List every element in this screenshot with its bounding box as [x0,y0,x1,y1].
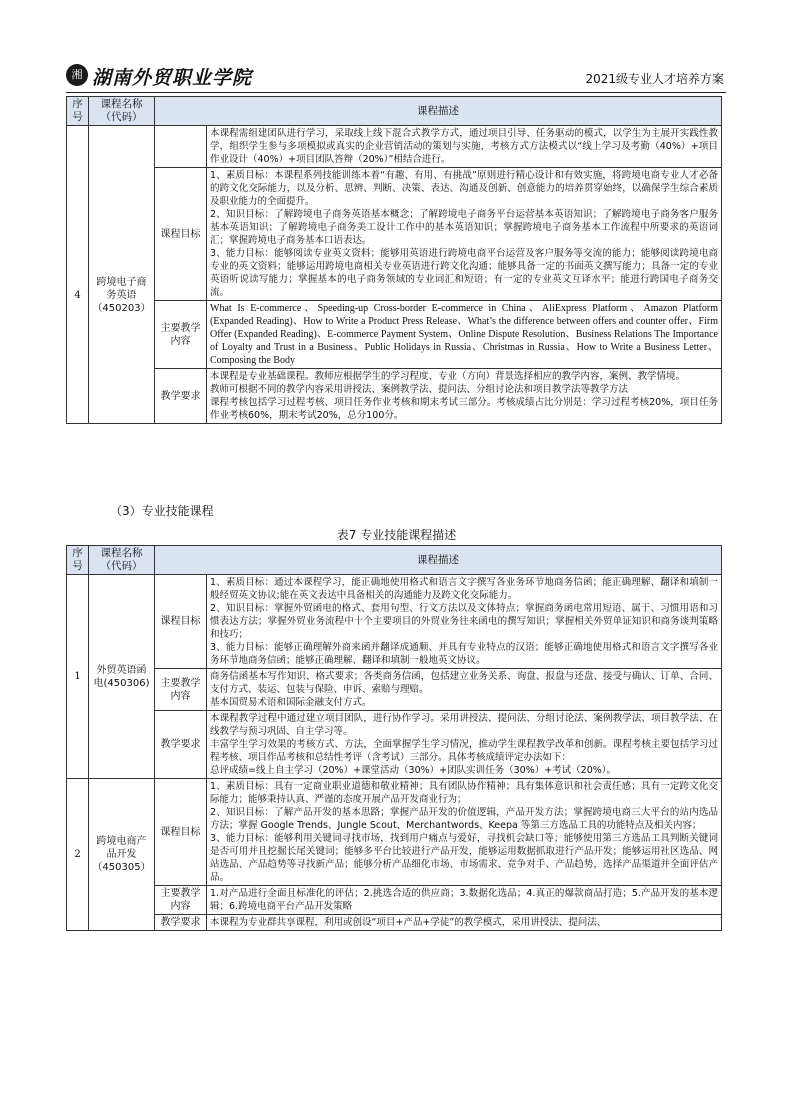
content-label: 主要教学内容 [155,886,207,915]
goal-knowledge: 2、知识目标：了解跨境电子商务英语基本概念；了解跨境电子商务平台运营基本英语知识；了解跨境电子商务客户服务基本英语知识；了解跨境电子商务美工设计工作中的基本英语知识；掌握跨境电子商务基本工作流程中所要求的英语词汇；掌握跨境电子商务基本口语表达。 [210,209,718,246]
goal-quality: 1、素质目标：具有一定商业职业道德和敬业精神；具有团队协作精神；具有集体意识和社会责任感；具有一定跨文化交际能力；能够秉持认真、严谨的态度开展产品开发商业行为； [210,781,718,805]
course-table-skills [66,545,722,931]
row-number: 1 [67,575,89,779]
col-no: 序号 [67,546,89,575]
req-text: 丰富学生学习效果的考核方式、方法，全面掌握学生学习情况，推动学生课程教学改革和创新。课程考核主要包括学习过程考核、项目作品考核和总结性考评（含考试）三部分。具体考核成绩评定办法如下： [210,739,718,763]
page-header [66,62,726,93]
col-no: 序号 [67,97,89,126]
content-label: 主要教学内容 [155,301,207,369]
table-row [67,301,722,369]
goal-ability: 3、能力目标：能够正确理解外商来函并翻译成通顺、并具有专业特点的汉语；能够正确地使用格式和语言文字撰写各业务环节地商务信函；能够正确理解、翻译和填制一般地英文协议。 [210,642,718,666]
req-text: 本课程为专业群共享课程，利用或创设“项目+产品+学徒”的教学模式，采用讲授法、提问法、 [210,917,607,928]
row-number: 2 [67,779,89,931]
goal-knowledge: 2、知识目标：了解产品开发的基本思路；掌握产品开发的价值逻辑，产品开发方法；掌握跨境电商三大平台的站内选品方法；掌握 Google Trends、Jungle Scout、Merchantwords、Keepa 等第三方选品工具的功能特点及相关内容； [210,807,718,831]
continued-text: 本课程需组建团队进行学习，采取线上线下混合式教学方式，通过项目引导、任务驱动的模式，以学生为主展开实践性教学，组织学生参与多项模拟或真实的企业营销活动的策划与实施，考核方式方法模式以“线上学习及考勤（40%）+项目作业设计（40%）+项目团队答辩（20%）”相结合进行。 [210,128,718,165]
section-title: （3）专业技能课程 [110,504,214,518]
goals-label: 课程目标 [155,168,207,301]
content-text: 基本国贸易术语和国际金融支付方式。 [210,697,372,708]
school-name: 湖南外贸职业学院 [92,67,253,89]
content-label: 主要教学内容 [155,669,207,711]
school-logo-icon: 湘 [66,64,88,86]
col-desc: 课程描述 [155,546,722,575]
table-header-row [67,97,722,126]
req-label: 教学要求 [155,915,207,931]
req-text: 教师可根据不同的教学内容采用讲授法、案例教学法、提问法、分组讨论法和项目教学法等教学方法 [210,384,629,395]
table-row [67,168,722,301]
goal-ability: 3、能力目标：能够阅读专业英文资料；能够用英语进行跨境电商平台运营及客户服务等交流的能力；能够阅读跨境电商专业的英文资料；能够运用跨境电商相关专业英语进行跨文化沟通；能够具备一定的书面英文撰写能力；具备一定的专业英语听说读写能力；掌握基本的电子商务领域的专业词汇和短语；有一定的专业英文互译水平；能进行跨国电子商务交流。 [210,248,718,298]
col-course: 课程名称（代码） [89,97,155,126]
table-caption: 表7 专业技能课程描述 [336,528,457,542]
col-course: 课程名称（代码） [89,546,155,575]
table-row [67,369,722,424]
table-row [67,669,722,711]
content-text: What Is E-commerce、Speeding-up Cross-border E-commerce in China、AliExpress Platform、Amazon Platform (Expanded Reading)、How to Write a Product Press Release、What’s the difference between offers and counter offer、Firm Offer (Expanded Reading)、E-commerce Payment System、Online Dispute Resolution、Business Relations The Importance of Loyalty and Trust in a Business、Public Holidays in Russia、Christmas in Russia、How to Write a Business Letter、Composing the Body [210,303,718,366]
req-label: 教学要求 [155,711,207,779]
col-desc: 课程描述 [155,97,722,126]
req-label: 教学要求 [155,369,207,424]
row-number: 4 [67,168,89,424]
course-name: 外贸英语函电(450306) [89,575,155,779]
goal-quality: 1、素质目标：本课程系列技能训练本着“有趣、有用、有挑战”原则进行精心设计和有效实施，将跨境电商专业人才必备的跨文化交际能力，以及分析、思辨、判断、决策、表达、沟通及创新、创意能力的培养贯穿始终，以确保学生综合素质及职业能力的全面提升。 [210,170,718,207]
goal-knowledge: 2、知识目标：掌握外贸函电的格式、套用句型、行文方法以及文体特点；掌握商务函电常用短语、属于、习惯用语和习惯表达方法；掌握外贸业务流程中十个主要项目的外贸业务往来函电的撰写知识；掌握相关外贸单证知识和商务谈判策略和技巧； [210,603,718,640]
table-row [67,126,722,168]
course-name: 跨境电子商务英语（450203） [89,168,155,424]
table-header-row [67,546,722,575]
table-row [67,779,722,886]
table-row [67,711,722,779]
req-text: 总评成绩=线上自主学习（20%）+课堂活动（30%）+团队实训任务（30%）+考试（20%）。 [210,765,617,776]
table-row [67,915,722,931]
course-name: 跨境电商产品开发（450305） [89,779,155,931]
goal-quality: 1、素质目标：通过本课程学习，能正确地使用格式和语言文字撰写各业务环节地商务信函；能正确理解、翻译和填制一般经贸英文协议;能在英文表达中具备相关的沟通能力及跨文化交际能力。 [210,577,718,601]
req-text: 课程考核包括学习过程考核、项目任务作业考核和期末考试三部分。考核成绩占比分别是：学习过程考核20%，项目任务作业考核60%，期末考试20%，总分100分。 [210,397,718,421]
goals-label: 课程目标 [155,779,207,886]
goals-label: 课程目标 [155,575,207,669]
req-text: 本课程是专业基础课程。教师应根据学生的学习程度、专业（方向）背景选择相应的教学内容，案例、教学情境。 [210,371,686,382]
goal-ability: 3、能力目标：能够利用关键词寻找市场，找到用户痛点与爱好，寻找机会缺口等；能够使用第三方选品工具判断关键词是否可用并且挖掘长尾关键词；能够多平台比较进行产品开发，能够运用数据抓取进行产品开发；能够运用社区选品、网站选品、产品趋势等寻找新产品；能够分析产品细化市场、市场需求、竞争对手、产品趋势，选择产品渠道并全面评估产品。 [210,833,718,883]
course-table-basic [66,96,722,424]
content-text: 1.对产品进行全面且标准化的评估；2.挑选合适的供应商；3.数据化选品；4.真正的爆款商品打造；5.产品开发的基本逻辑；6.跨境电商平台产品开发策略 [210,888,718,912]
req-text: 本课程教学过程中通过建立项目团队，进行协作学习。采用讲授法、提问法、分组讨论法、案例教学法、项目教学法、在线教学与预习巩固、自主学习等。 [210,713,718,737]
document-title: 2021级专业人才培养方案 [585,72,724,86]
table-row [67,575,722,669]
content-text: 商务信函基本写作知识、格式要求；各类商务信函，包括建立业务关系、询盘、报盘与还盘、接受与确认、订单、合同、支付方式、装运、包装与保险、申诉、索赔与理赔。 [210,671,718,695]
table-row [67,886,722,915]
